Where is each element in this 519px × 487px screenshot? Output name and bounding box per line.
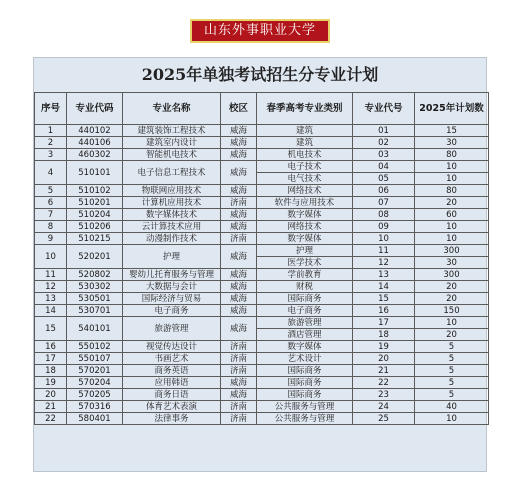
cell-plan-count: 80 <box>415 185 489 197</box>
cell-major-id: 12 <box>353 257 415 269</box>
cell-campus: 威海 <box>221 269 257 281</box>
cell-major-id: 11 <box>353 245 415 257</box>
cell-index: 19 <box>35 377 67 389</box>
header-plan-count: 2025年计划数 <box>415 93 489 125</box>
cell-index: 4 <box>35 161 67 185</box>
cell-plan-count: 60 <box>415 209 489 221</box>
cell-index: 10 <box>35 245 67 269</box>
cell-category: 电子技术 <box>257 161 353 173</box>
cell-plan-count: 15 <box>415 125 489 137</box>
cell-major-code: 510204 <box>67 209 123 221</box>
cell-category: 机电技术 <box>257 149 353 161</box>
cell-category: 财税 <box>257 281 353 293</box>
cell-campus: 济南 <box>221 197 257 209</box>
cell-category: 国际商务 <box>257 365 353 377</box>
cell-category: 国际商务 <box>257 389 353 401</box>
cell-major-id: 13 <box>353 269 415 281</box>
cell-major-name: 电子信息工程技术 <box>123 161 221 185</box>
cell-plan-count: 10 <box>415 173 489 185</box>
cell-index: 18 <box>35 365 67 377</box>
cell-major-name: 动漫制作技术 <box>123 233 221 245</box>
cell-major-id: 23 <box>353 389 415 401</box>
cell-major-code: 510102 <box>67 185 123 197</box>
cell-category: 艺术设计 <box>257 353 353 365</box>
cell-major-id: 01 <box>353 125 415 137</box>
cell-major-code: 510206 <box>67 221 123 233</box>
cell-major-name: 国际经济与贸易 <box>123 293 221 305</box>
header-major-code: 专业代码 <box>67 93 123 125</box>
cell-category: 数字媒体 <box>257 209 353 221</box>
table-row <box>35 233 489 245</box>
cell-category: 护理 <box>257 245 353 257</box>
cell-index: 20 <box>35 389 67 401</box>
cell-major-code: 570316 <box>67 401 123 413</box>
cell-major-name: 应用韩语 <box>123 377 221 389</box>
cell-major-name: 大数据与会计 <box>123 281 221 293</box>
cell-category: 学前教育 <box>257 269 353 281</box>
table-row <box>35 125 489 137</box>
cell-major-code: 440106 <box>67 137 123 149</box>
header-campus: 校区 <box>221 93 257 125</box>
cell-category: 酒店管理 <box>257 329 353 341</box>
cell-major-name: 建筑装饰工程技术 <box>123 125 221 137</box>
cell-major-id: 04 <box>353 161 415 173</box>
cell-plan-count: 10 <box>415 161 489 173</box>
cell-category: 软件与应用技术 <box>257 197 353 209</box>
cell-campus: 威海 <box>221 389 257 401</box>
cell-major-code: 530302 <box>67 281 123 293</box>
cell-major-name: 物联网应用技术 <box>123 185 221 197</box>
cell-major-name: 云计算技术应用 <box>123 221 221 233</box>
cell-index: 16 <box>35 341 67 353</box>
cell-campus: 济南 <box>221 365 257 377</box>
cell-major-code: 530701 <box>67 305 123 317</box>
cell-major-name: 法律事务 <box>123 413 221 425</box>
cell-plan-count: 5 <box>415 389 489 401</box>
cell-index: 22 <box>35 413 67 425</box>
cell-major-id: 03 <box>353 149 415 161</box>
cell-major-name: 建筑室内设计 <box>123 137 221 149</box>
cell-major-code: 510101 <box>67 161 123 185</box>
cell-major-code: 570205 <box>67 389 123 401</box>
cell-category: 电子商务 <box>257 305 353 317</box>
cell-major-code: 520201 <box>67 245 123 269</box>
cell-index: 21 <box>35 401 67 413</box>
cell-campus: 威海 <box>221 137 257 149</box>
cell-index: 13 <box>35 293 67 305</box>
cell-index: 5 <box>35 185 67 197</box>
cell-major-id: 09 <box>353 221 415 233</box>
cell-plan-count: 20 <box>415 329 489 341</box>
cell-plan-count: 40 <box>415 401 489 413</box>
cell-campus: 威海 <box>221 161 257 185</box>
cell-major-code: 510201 <box>67 197 123 209</box>
cell-plan-count: 5 <box>415 353 489 365</box>
cell-major-code: 550102 <box>67 341 123 353</box>
cell-campus: 威海 <box>221 305 257 317</box>
cell-campus: 威海 <box>221 185 257 197</box>
table-row <box>35 365 489 377</box>
table-row <box>35 209 489 221</box>
cell-index: 12 <box>35 281 67 293</box>
cell-major-id: 15 <box>353 293 415 305</box>
cell-major-name: 计算机应用技术 <box>123 197 221 209</box>
cell-major-id: 17 <box>353 317 415 329</box>
cell-index: 1 <box>35 125 67 137</box>
cell-campus: 威海 <box>221 221 257 233</box>
header-major-name: 专业名称 <box>123 93 221 125</box>
cell-campus: 威海 <box>221 125 257 137</box>
cell-major-name: 视觉传达设计 <box>123 341 221 353</box>
table-row <box>35 401 489 413</box>
table-row <box>35 389 489 401</box>
cell-major-name: 护理 <box>123 245 221 269</box>
cell-category: 建筑 <box>257 125 353 137</box>
cell-plan-count: 10 <box>415 233 489 245</box>
cell-major-id: 20 <box>353 353 415 365</box>
cell-major-id: 10 <box>353 233 415 245</box>
header-row <box>35 93 489 125</box>
table-row <box>35 137 489 149</box>
cell-major-name: 旅游管理 <box>123 317 221 341</box>
cell-category: 国际商务 <box>257 293 353 305</box>
cell-plan-count: 5 <box>415 377 489 389</box>
cell-category: 数字媒体 <box>257 341 353 353</box>
cell-major-code: 530501 <box>67 293 123 305</box>
cell-major-id: 02 <box>353 137 415 149</box>
table-title: 2025年单独考试招生分专业计划 <box>141 65 379 84</box>
cell-plan-count: 300 <box>415 245 489 257</box>
cell-plan-count: 20 <box>415 293 489 305</box>
table-row <box>35 377 489 389</box>
table-row <box>35 413 489 425</box>
table-row <box>35 161 489 173</box>
table-row <box>35 305 489 317</box>
cell-index: 8 <box>35 221 67 233</box>
cell-category: 网络技术 <box>257 221 353 233</box>
cell-major-code: 520802 <box>67 269 123 281</box>
cell-category: 医学技术 <box>257 257 353 269</box>
cell-major-id: 18 <box>353 329 415 341</box>
table-row <box>35 197 489 209</box>
header-major-id: 专业代号 <box>353 93 415 125</box>
cell-plan-count: 5 <box>415 365 489 377</box>
cell-major-id: 21 <box>353 365 415 377</box>
table-row <box>35 269 489 281</box>
cell-major-id: 16 <box>353 305 415 317</box>
cell-index: 7 <box>35 209 67 221</box>
cell-index: 11 <box>35 269 67 281</box>
cell-major-code: 570204 <box>67 377 123 389</box>
cell-plan-count: 300 <box>415 269 489 281</box>
cell-major-name: 书画艺术 <box>123 353 221 365</box>
cell-major-id: 07 <box>353 197 415 209</box>
cell-category: 公共服务与管理 <box>257 401 353 413</box>
cell-index: 6 <box>35 197 67 209</box>
cell-major-name: 体育艺术表演 <box>123 401 221 413</box>
cell-index: 15 <box>35 317 67 341</box>
cell-plan-count: 80 <box>415 149 489 161</box>
cell-major-id: 25 <box>353 413 415 425</box>
school-name-badge: 山东外事职业大学 <box>190 19 330 43</box>
cell-category: 电气技术 <box>257 173 353 185</box>
cell-category: 建筑 <box>257 137 353 149</box>
cell-major-code: 580401 <box>67 413 123 425</box>
cell-category: 国际商务 <box>257 377 353 389</box>
table-row <box>35 185 489 197</box>
cell-campus: 威海 <box>221 377 257 389</box>
table-row <box>35 293 489 305</box>
cell-category: 旅游管理 <box>257 317 353 329</box>
header-category: 春季高考专业类别 <box>257 93 353 125</box>
table-row <box>35 341 489 353</box>
cell-index: 17 <box>35 353 67 365</box>
cell-campus: 济南 <box>221 401 257 413</box>
cell-major-code: 550107 <box>67 353 123 365</box>
cell-plan-count: 150 <box>415 305 489 317</box>
table-row <box>35 149 489 161</box>
cell-major-id: 08 <box>353 209 415 221</box>
cell-campus: 济南 <box>221 413 257 425</box>
cell-major-id: 06 <box>353 185 415 197</box>
cell-major-code: 540101 <box>67 317 123 341</box>
cell-campus: 威海 <box>221 317 257 341</box>
cell-plan-count: 5 <box>415 341 489 353</box>
cell-major-code: 570201 <box>67 365 123 377</box>
cell-campus: 济南 <box>221 341 257 353</box>
cell-major-code: 460302 <box>67 149 123 161</box>
cell-category: 数字媒体 <box>257 233 353 245</box>
cell-plan-count: 20 <box>415 197 489 209</box>
cell-major-name: 商务英语 <box>123 365 221 377</box>
cell-major-id: 05 <box>353 173 415 185</box>
enrollment-plan-table <box>34 92 489 425</box>
cell-major-name: 商务日语 <box>123 389 221 401</box>
table-row <box>35 353 489 365</box>
cell-plan-count: 10 <box>415 413 489 425</box>
cell-campus: 济南 <box>221 353 257 365</box>
enrollment-plan-sheet <box>33 57 487 472</box>
cell-category: 网络技术 <box>257 185 353 197</box>
cell-campus: 济南 <box>221 233 257 245</box>
cell-plan-count: 10 <box>415 221 489 233</box>
header-index: 序号 <box>35 93 67 125</box>
cell-major-id: 24 <box>353 401 415 413</box>
cell-major-code: 510215 <box>67 233 123 245</box>
cell-index: 9 <box>35 233 67 245</box>
table-body <box>35 125 489 425</box>
table-row <box>35 221 489 233</box>
cell-index: 3 <box>35 149 67 161</box>
cell-campus: 威海 <box>221 293 257 305</box>
cell-major-name: 婴幼儿托育服务与管理 <box>123 269 221 281</box>
cell-index: 2 <box>35 137 67 149</box>
cell-plan-count: 30 <box>415 257 489 269</box>
cell-plan-count: 10 <box>415 317 489 329</box>
cell-major-name: 智能机电技术 <box>123 149 221 161</box>
cell-index: 14 <box>35 305 67 317</box>
cell-major-id: 22 <box>353 377 415 389</box>
cell-plan-count: 20 <box>415 281 489 293</box>
cell-major-id: 19 <box>353 341 415 353</box>
cell-campus: 威海 <box>221 281 257 293</box>
cell-major-code: 440102 <box>67 125 123 137</box>
cell-major-name: 电子商务 <box>123 305 221 317</box>
table-row <box>35 245 489 257</box>
table-row <box>35 317 489 329</box>
cell-campus: 威海 <box>221 209 257 221</box>
table-row <box>35 281 489 293</box>
cell-plan-count: 30 <box>415 137 489 149</box>
cell-category: 公共服务与管理 <box>257 413 353 425</box>
cell-major-name: 数字媒体技术 <box>123 209 221 221</box>
cell-campus: 威海 <box>221 149 257 161</box>
cell-major-id: 14 <box>353 281 415 293</box>
cell-campus: 威海 <box>221 245 257 269</box>
